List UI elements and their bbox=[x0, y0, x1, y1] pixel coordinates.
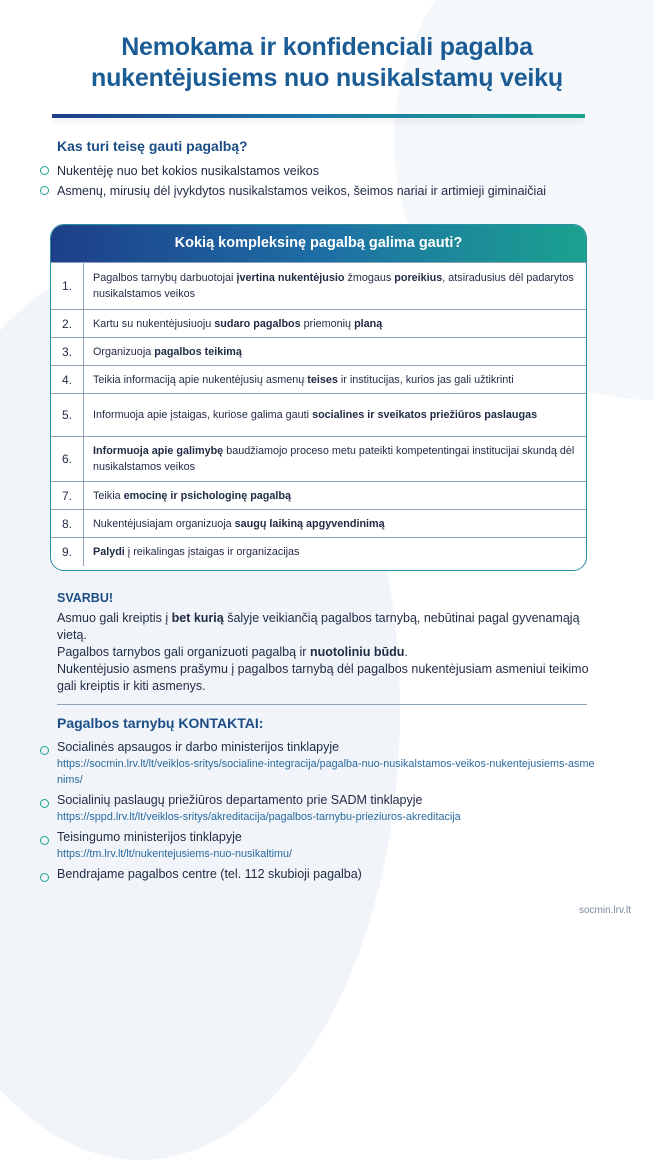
important-heading: SVARBU! bbox=[57, 591, 114, 605]
eligibility-item: Nukentėję nuo bet kokios nusikalstamos veikos bbox=[40, 161, 546, 181]
contact-item bbox=[40, 738, 600, 788]
section-divider bbox=[57, 704, 587, 705]
table-row bbox=[51, 538, 586, 566]
row-number: 8. bbox=[51, 510, 84, 538]
bullet-icon bbox=[40, 166, 49, 175]
bullet-icon bbox=[40, 836, 49, 845]
contact-link[interactable]: https://sppd.lrv.lt/lt/veiklos-sritys/akreditacija/pagalbos-tarnybu-prieziuros-akreditacija bbox=[57, 811, 461, 823]
row-number: 2. bbox=[51, 310, 84, 338]
row-text: Kartu su nukentėjusiuoju sudaro pagalbos priemonių planą bbox=[84, 310, 587, 338]
contact-label: Bendrajame pagalbos centre (tel. 112 skubioji pagalba) bbox=[57, 867, 362, 881]
row-text: Organizuoja pagalbos teikimą bbox=[84, 338, 587, 366]
contacts-list bbox=[40, 738, 600, 886]
title-underline bbox=[52, 114, 585, 118]
table-row bbox=[51, 366, 586, 394]
important-paragraph: Asmuo gali kreiptis į bet kurią šalyje veikiančią pagalbos tarnybą, nebūtinai pagal gyvenamąją vietą. bbox=[57, 611, 580, 642]
help-types-table bbox=[51, 262, 586, 566]
row-text: Nukentėjusiajam organizuoja saugų laikiną apgyvendinimą bbox=[84, 510, 587, 538]
table-row bbox=[51, 482, 586, 510]
eligibility-list bbox=[40, 161, 546, 201]
row-text: Pagalbos tarnybų darbuotojai įvertina nukentėjusio žmogaus poreikius, atsiradusius dėl padarytos nusikalstamos veikos bbox=[84, 263, 587, 310]
contact-label: Teisingumo ministerijos tinklapyje bbox=[57, 830, 242, 844]
table-row bbox=[51, 263, 586, 310]
row-text: Teikia informaciją apie nukentėjusių asmenų teises ir institucijas, kurios jas gali užtikrinti bbox=[84, 366, 587, 394]
table-row bbox=[51, 338, 586, 366]
row-text: Palydi į reikalingas įstaigas ir organizacijas bbox=[84, 538, 587, 566]
contacts-heading: Pagalbos tarnybų KONTAKTAI: bbox=[57, 715, 264, 731]
eligibility-heading: Kas turi teisę gauti pagalbą? bbox=[57, 138, 248, 154]
footer-site-url[interactable]: socmin.lrv.lt bbox=[578, 905, 631, 916]
contact-item bbox=[40, 791, 600, 825]
title-line-1: Nemokama ir konfidenciali pagalba bbox=[121, 33, 533, 61]
row-text: Informuoja apie įstaigas, kuriose galima gauti socialines ir sveikatos priežiūros paslaugas bbox=[84, 394, 587, 437]
row-text: Teikia emocinę ir psichologinę pagalbą bbox=[84, 482, 587, 510]
row-number: 1. bbox=[51, 263, 84, 310]
row-number: 6. bbox=[51, 437, 84, 482]
contact-item bbox=[40, 865, 600, 883]
row-number: 4. bbox=[51, 366, 84, 394]
contact-item bbox=[40, 828, 600, 862]
important-text bbox=[57, 610, 597, 695]
eligibility-item: Asmenų, mirusių dėl įvykdytos nusikalstamos veikos, šeimos nariai ir artimieji giminaičiai bbox=[40, 181, 546, 201]
help-types-box bbox=[50, 224, 587, 571]
table-row bbox=[51, 510, 586, 538]
row-text: Informuoja apie galimybę baudžiamojo proceso metu pateikti kompetentingai institucijai skundą dėl nusikalstamos veikos bbox=[84, 437, 587, 482]
title-line-2: nukentėjusiems nuo nusikalstamų veikų bbox=[91, 64, 563, 92]
contact-label: Socialinių paslaugų priežiūros departamento prie SADM tinklapyje bbox=[57, 793, 423, 807]
important-paragraph: Nukentėjusio asmens prašymu į pagalbos tarnybą dėl pagalbos nukentėjusiam asmeniui teikimo gali kreiptis ir kiti asmenys. bbox=[57, 662, 589, 693]
bullet-icon bbox=[40, 799, 49, 808]
help-types-header: Kokią kompleksinę pagalbą galima gauti? bbox=[51, 225, 586, 262]
bullet-icon bbox=[40, 873, 49, 882]
contact-link[interactable]: https://socmin.lrv.lt/lt/veiklos-sritys/socialine-integracija/pagalba-nuo-nusikalstamos-veikos-nukentejusiems-asmenims/ bbox=[57, 758, 595, 786]
important-paragraph: Pagalbos tarnybos gali organizuoti pagalbą ir nuotoliniu būdu. bbox=[57, 645, 408, 659]
contact-link[interactable]: https://tm.lrv.lt/lt/nukentejusiems-nuo-nusikaltimu/ bbox=[57, 848, 293, 860]
row-number: 7. bbox=[51, 482, 84, 510]
row-number: 3. bbox=[51, 338, 84, 366]
row-number: 5. bbox=[51, 394, 84, 437]
bullet-icon bbox=[40, 186, 49, 195]
contact-label: Socialinės apsaugos ir darbo ministerijos tinklapyje bbox=[57, 740, 340, 754]
bullet-icon bbox=[40, 746, 49, 755]
table-row bbox=[51, 310, 586, 338]
table-row bbox=[51, 437, 586, 482]
page-title bbox=[30, 32, 624, 94]
table-row bbox=[51, 394, 586, 437]
row-number: 9. bbox=[51, 538, 84, 566]
